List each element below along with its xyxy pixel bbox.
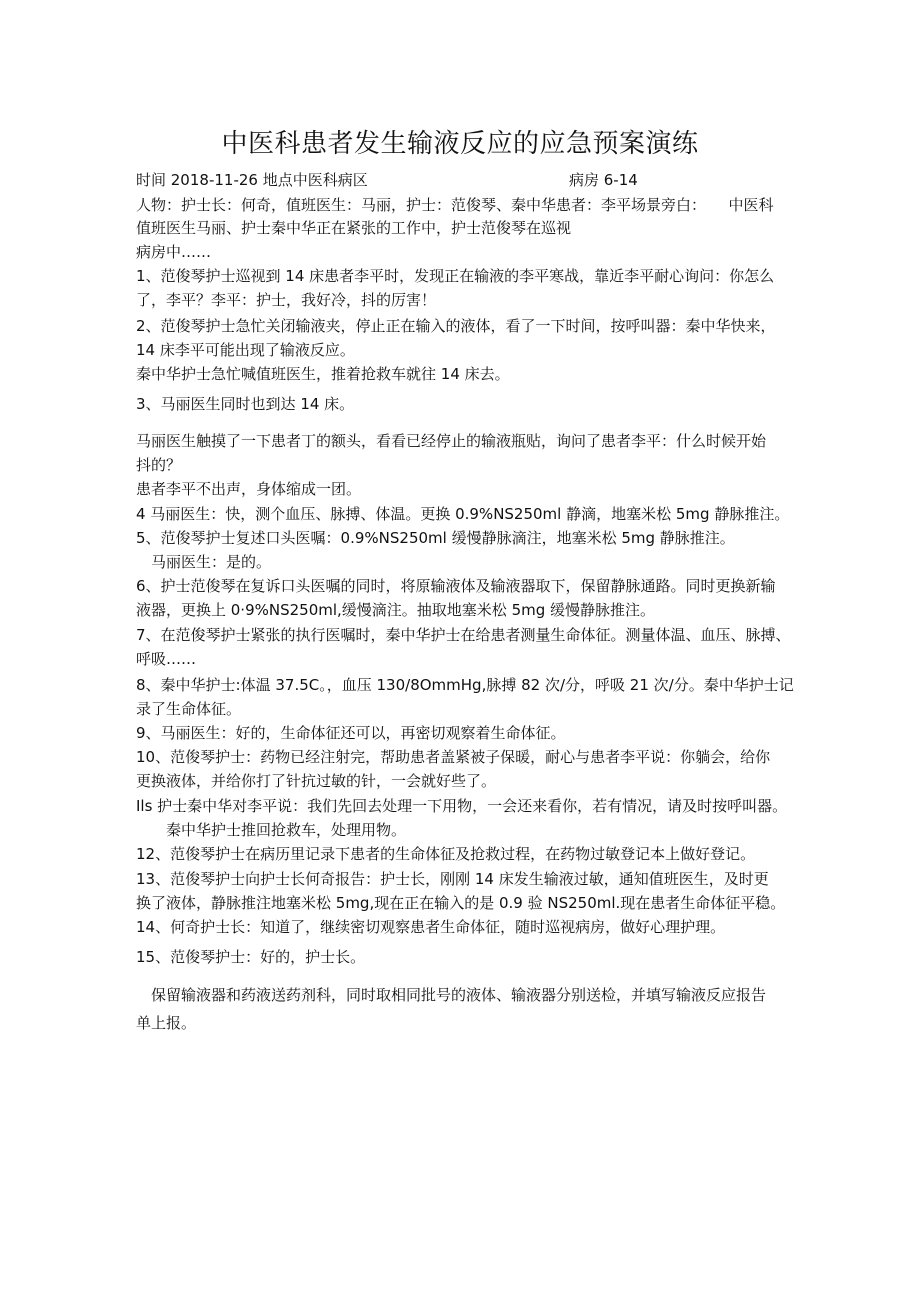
text-line: 患者李平不出声，身体缩成一团。: [136, 480, 362, 498]
time-place: 时间 2018-11-26 地点中医科病区: [136, 171, 368, 189]
room-number: 病房 6-14: [569, 171, 638, 189]
text-line: 9、马丽医生：好的，生命体征还可以，再密切观察着生命体征。: [136, 724, 566, 742]
text-line: 保留输液器和药液送药剂科，同时取相同批号的液体、输液器分别送检，并填写输液反应报告: [136, 986, 767, 1004]
text-line: 单上报。: [136, 1014, 197, 1032]
text-line: 液器，更换上 0·9%NS250ml,缓慢滴注。抽取地塞米松 5mg 缓慢静脉推注。: [136, 601, 656, 619]
text-line: 2、范俊琴护士急忙关闭输液夹，停止正在输入的液体，看了一下时间，按呼叫器：秦中华快来，: [136, 317, 776, 335]
meta-line: [136, 169, 806, 191]
text-line: 秦中华护士急忙喊值班医生，推着抢救车就往 14 床去。: [136, 365, 510, 383]
text-line: 呼吸……: [136, 650, 197, 668]
text-line: 15、范俊琴护士：好的，护士长。: [136, 948, 366, 966]
text-line: 马丽医生：是的。: [136, 553, 272, 571]
text-line: 14、何奇护士长：知道了，继续密切观察患者生命体征，随时巡视病房，做好心理护理。: [136, 918, 726, 936]
text-line: 了，李平？李平：护士，我好冷，抖的厉害！: [136, 291, 437, 309]
text-line: 3、马丽医生同时也到达 14 床。: [136, 395, 355, 413]
text-line: 录了生命体征。: [136, 700, 242, 718]
text-line: 7、在范俊琴护士紧张的执行医嘱时，秦中华护士在给患者测量生命体征。测量体温、血压、脉搏、: [136, 626, 791, 644]
text-line: 5、范俊琴护士复述口头医嘱：0.9%NS250ml 缓慢静脉滴注，地塞米松 5mg 静脉推注。: [136, 529, 735, 547]
text-line: 抖的？: [136, 456, 182, 474]
text-line: 1、范俊琴护士巡视到 14 床患者李平时，发现正在输液的李平寒战，靠近李平耐心询问：你怎么: [136, 267, 775, 285]
text-line: 秦中华护士推回抢救车，处理用物。: [136, 821, 407, 839]
text-line: 换了液体，静脉推注地塞米松 5mg,现在正在输入的是 0.9 验 NS250ml.现在患者生命体征平稳。: [136, 894, 786, 912]
text-line: Ils 护士秦中华对李平说：我们先回去处理一下用物，一会还来看你，若有情况，请及时按呼叫器。: [136, 797, 788, 815]
text-line: 10、范俊琴护士：药物已经注射完，帮助患者盖紧被子保暖，耐心与患者李平说：你躺会，给你: [136, 748, 771, 766]
text-line: 马丽医生触摸了一下患者丁的额头，看看已经停止的输液瓶贴，询问了患者李平：什么时候开始: [136, 432, 767, 450]
text-line: 4 马丽医生：快，测个血压、脉搏、体温。更换 0.9%NS250ml 静滴，地塞米松 5mg 静脉推注。: [136, 505, 790, 523]
text-line: 8、秦中华护士:体温 37.5C。，血压 130/8OmmHg,脉搏 82 次/分，呼吸 21 次/分。秦中华护士记: [136, 676, 794, 694]
text-line: 更换液体，并给你打了针抗过敏的针，一会就好些了。: [136, 772, 497, 790]
text-line: 值班医生马丽、护士秦中华正在紧张的工作中，护士范俊琴在巡视: [136, 219, 572, 237]
text-line: 14 床李平可能出现了输液反应。: [136, 341, 355, 359]
document-title: 中医科患者发生输液反应的应急预案演练: [221, 129, 699, 159]
text-line: 12、范俊琴护士在病历里记录下患者的生命体征及抢救过程，在药物过敏登记本上做好登记。: [136, 845, 756, 863]
text-line: 病房中……: [136, 243, 212, 261]
text-line: 人物：护士长：何奇，值班医生：马丽，护士：范俊琴、秦中华患者：李平场景旁白： 中医科: [136, 196, 774, 214]
text-line: 6、护士范俊琴在复诉口头医嘱的同时，将原输液体及输液器取下，保留静脉通路。同时更换新输: [136, 577, 776, 595]
text-line: 13、范俊琴护士向护士长何奇报告：护士长，刚刚 14 床发生输液过敏，通知值班医生，及时更: [136, 870, 769, 888]
